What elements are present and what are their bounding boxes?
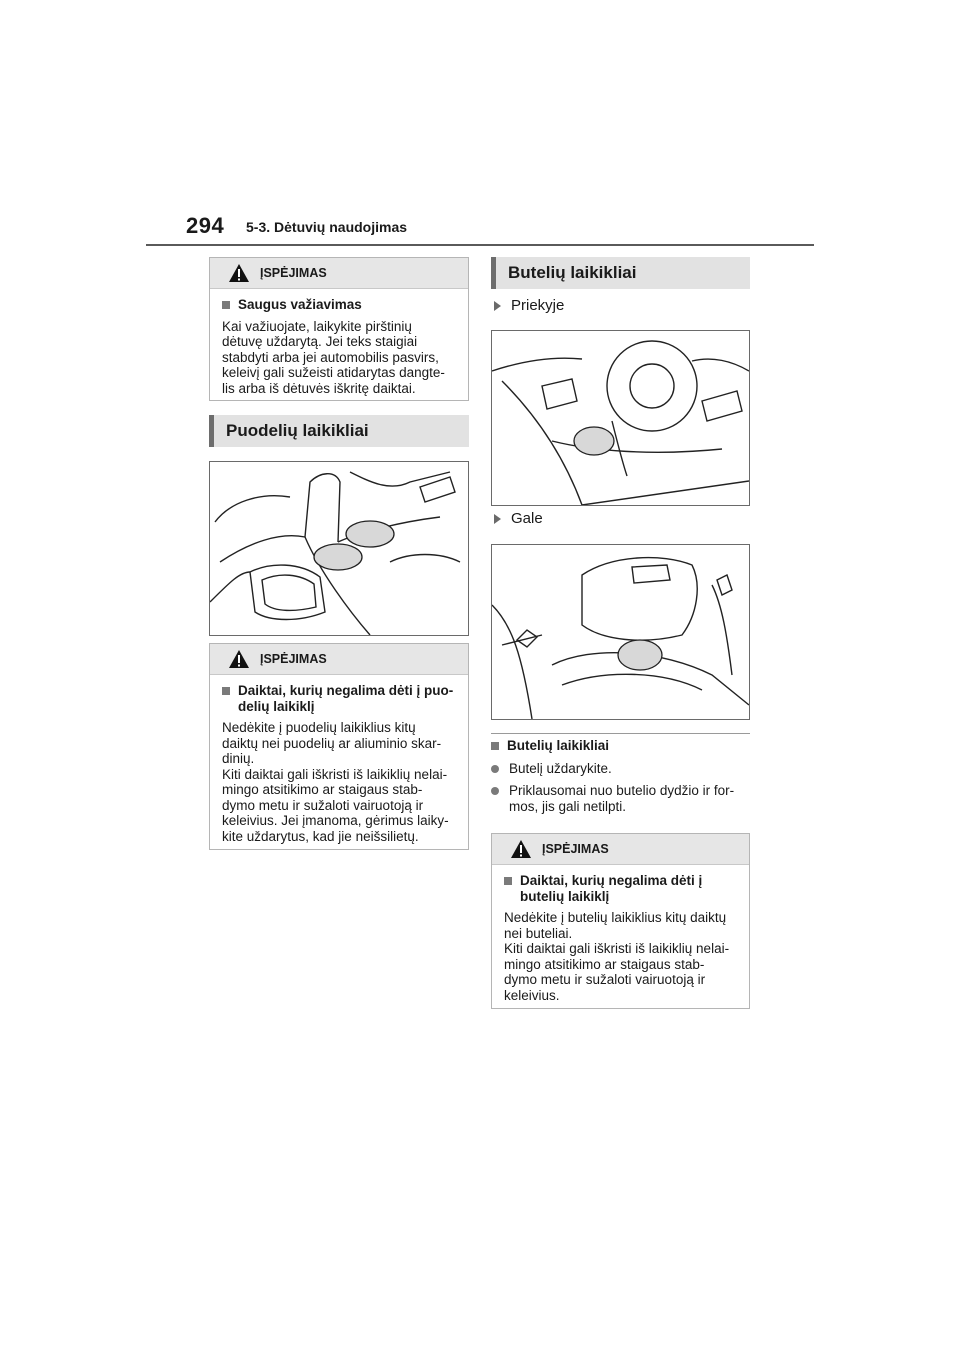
warning-subtitle: Saugus važiavimas xyxy=(222,297,458,313)
section-title: Puodelių laikikliai xyxy=(226,421,369,440)
warning-box-cup-holder-items xyxy=(209,643,469,850)
warning-text: Nedėkite į puodelių laikiklius kitų daiktų nei puodelių ar aliuminio skar- dinių. Kiti daiktai gali iškristi iš laikiklių nelai- mingo atsitikimo ar staigaus stab- dymo metu ir sužaloti vairuotoją ir keleivius. Jei įmanoma, gėrimus laiky- kite uždarytus, kad jie neišsilietų. xyxy=(222,720,449,844)
arrow-bullet-icon xyxy=(494,301,501,311)
warning-header xyxy=(210,644,468,675)
warning-title: ĮSPĖJIMAS xyxy=(260,652,327,666)
square-bullet-icon xyxy=(222,301,230,309)
warning-subtitle: Daiktai, kurių negalima dėti į puo- delių laikiklį xyxy=(222,683,458,714)
header-rule xyxy=(146,244,814,246)
warning-triangle-icon xyxy=(228,649,250,669)
round-bullet-icon xyxy=(491,765,499,773)
arrow-bullet-icon xyxy=(494,514,501,524)
section-header-cup-holders xyxy=(209,415,469,447)
warning-triangle-icon xyxy=(228,263,250,283)
warning-title: ĮSPĖJIMAS xyxy=(542,842,609,856)
warning-title: ĮSPĖJIMAS xyxy=(260,266,327,280)
page-number: 294 xyxy=(186,213,225,238)
bullet-item: Priklausomai nuo butelio dydžio ir for- mos, jis gali netilpti. xyxy=(491,783,753,814)
square-bullet-icon xyxy=(222,687,230,695)
warning-box-safe-driving xyxy=(209,257,469,401)
front-label: Priekyje xyxy=(494,297,564,314)
round-bullet-icon xyxy=(491,787,499,795)
square-bullet-icon xyxy=(491,742,499,750)
cup-holder-illustration xyxy=(209,461,469,636)
rear-bottle-holder-illustration xyxy=(491,544,750,720)
divider xyxy=(491,733,750,734)
warning-text: Kai važiuojate, laikykite pirštinių dėtuvę uždarytą. Jei teks staigiai stabdyti arba jei automobilis pasvirs, keleivį gali sužeisti atidarytas dangte- lis arba iš dėtuvės iškritę daiktai. xyxy=(222,318,445,396)
rear-label: Gale xyxy=(494,510,543,527)
cup-holder-drawing xyxy=(210,462,468,635)
warning-box-bottle-holder-items xyxy=(491,833,750,1009)
bullet-item: Butelį uždarykite. xyxy=(491,761,753,777)
warning-subtitle: Daiktai, kurių negalima dėti į butelių laikiklį xyxy=(504,873,739,904)
section-header-bottle-holders xyxy=(491,257,750,289)
chapter-title: 5-3. Dėtuvių naudojimas xyxy=(246,219,408,235)
rear-bottle-holder-drawing xyxy=(492,545,749,719)
front-bottle-holder-drawing xyxy=(492,331,749,505)
warning-header xyxy=(210,258,468,289)
bottle-holders-subtitle: Butelių laikikliai xyxy=(491,738,609,753)
front-bottle-holder-illustration xyxy=(491,330,750,506)
section-title: Butelių laikikliai xyxy=(508,263,637,282)
warning-text: Nedėkite į butelių laikiklius kitų daiktų nei buteliai. Kiti daiktai gali iškristi iš laikiklių nelai- mingo atsitikimo ar staigaus stab- dymo metu ir sužaloti vairuotoją ir keleivius. xyxy=(504,910,730,1003)
warning-triangle-icon xyxy=(510,839,532,859)
warning-header xyxy=(492,834,749,865)
square-bullet-icon xyxy=(504,877,512,885)
